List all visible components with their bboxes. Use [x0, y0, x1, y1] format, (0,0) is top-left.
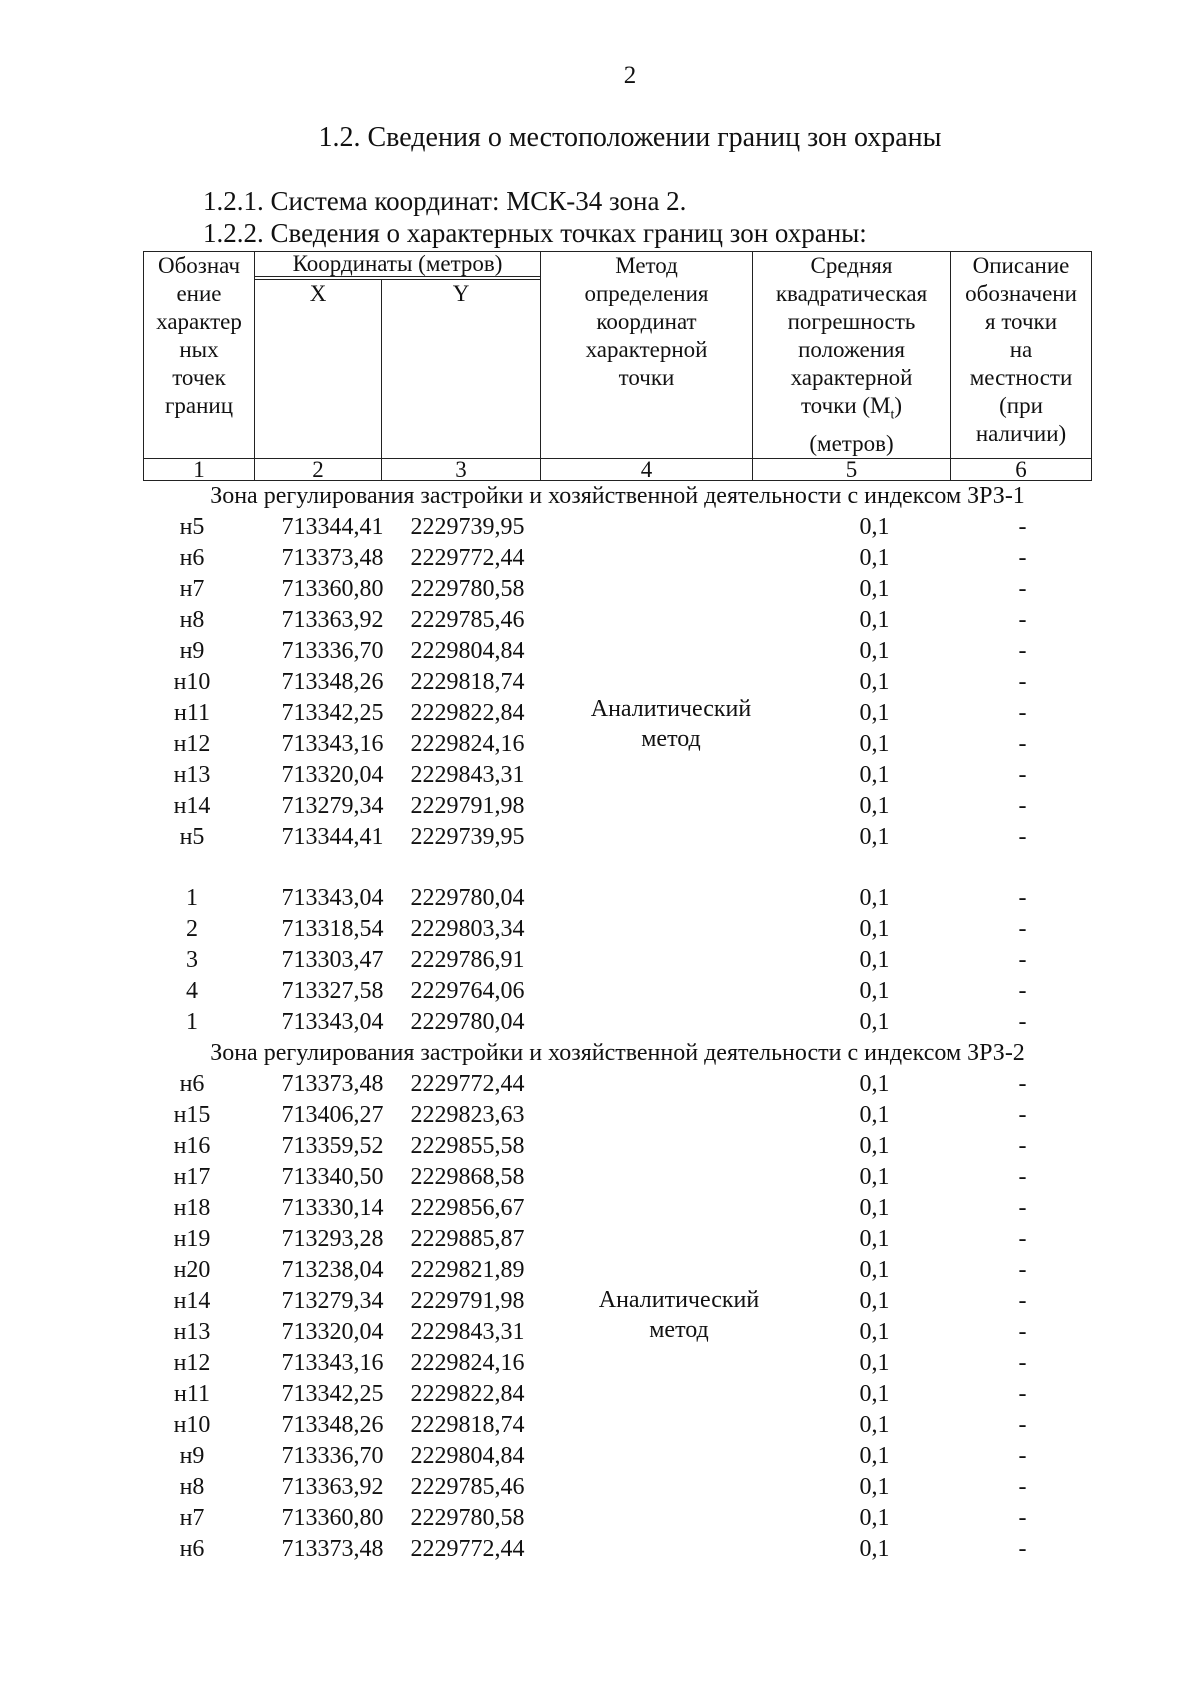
error-value: 0,1: [859, 1008, 890, 1035]
method-cell: [541, 1255, 761, 1286]
description-value: -: [1018, 977, 1027, 1004]
table-row: [144, 976, 1092, 1007]
table-row: [144, 636, 1092, 667]
error-value: 0,1: [859, 1473, 890, 1500]
method-cell: [541, 883, 761, 914]
error-value: 0,1: [859, 544, 890, 571]
y-coordinate: 2229804,84: [410, 1442, 525, 1469]
error-value: 0,1: [859, 575, 890, 602]
error-value: 0,1: [859, 1318, 890, 1345]
method-cell: [541, 1379, 761, 1410]
x-coordinate: 713343,16: [281, 730, 384, 757]
y-coordinate: 2229772,44: [410, 1535, 525, 1562]
x-coordinate: 713238,04: [281, 1256, 384, 1283]
error-value: 0,1: [859, 1163, 890, 1190]
description-value: -: [1018, 1411, 1027, 1438]
y-coordinate: 2229804,84: [410, 637, 525, 664]
page-number: 2: [623, 62, 637, 89]
description-value: -: [1018, 1504, 1027, 1531]
y-coordinate: 2229780,58: [410, 575, 525, 602]
x-coordinate: 713279,34: [281, 1287, 384, 1314]
header-line: наличии): [975, 421, 1067, 446]
point-code: н6: [179, 1070, 205, 1097]
header-line: ение: [176, 281, 222, 306]
header-designation: [144, 252, 255, 459]
point-code: н11: [174, 1380, 210, 1407]
column-number: 5: [753, 458, 951, 480]
description-value: -: [1018, 668, 1027, 695]
method-cell: [541, 512, 761, 543]
x-coordinate: 713342,25: [281, 699, 384, 726]
error-value: 0,1: [859, 699, 890, 726]
table-row: [144, 914, 1092, 945]
description-value: -: [1018, 606, 1027, 633]
header-method-lines: [543, 252, 750, 392]
y-coordinate: 2229818,74: [410, 668, 525, 695]
x-coordinate: 713343,04: [281, 1008, 384, 1035]
y-coordinate: 2229824,16: [410, 1349, 525, 1376]
table-row: [144, 667, 1092, 698]
y-coordinate: 2229791,98: [410, 1287, 525, 1314]
header-line: я точки: [984, 309, 1058, 334]
x-coordinate: 713343,16: [281, 1349, 384, 1376]
table-row: [144, 543, 1092, 574]
table-row: [144, 822, 1092, 853]
description-value: -: [1018, 575, 1027, 602]
y-coordinate: 2229772,44: [410, 544, 525, 571]
description-value: -: [1018, 1442, 1027, 1469]
y-coordinate: 2229772,44: [410, 1070, 525, 1097]
point-code: н15: [173, 1101, 211, 1128]
method-cell: [541, 605, 761, 636]
y-coordinate: 2229803,34: [410, 915, 525, 942]
error-value: 0,1: [859, 977, 890, 1004]
x-coordinate: 713343,04: [281, 884, 384, 911]
x-coordinate: 713327,58: [281, 977, 384, 1004]
y-coordinate: 2229885,87: [410, 1225, 525, 1252]
x-coordinate: 713406,27: [281, 1101, 384, 1128]
point-code: н18: [173, 1194, 211, 1221]
error-value: 0,1: [859, 1287, 890, 1314]
description-value: -: [1018, 1349, 1027, 1376]
point-code: н5: [179, 823, 205, 850]
error-value: 0,1: [859, 1504, 890, 1531]
error-value: 0,1: [859, 606, 890, 633]
header-line: Описание: [972, 253, 1070, 278]
x-coordinate: 713359,52: [281, 1132, 384, 1159]
error-value: 0,1: [859, 1194, 890, 1221]
table-row: [144, 1410, 1092, 1441]
subscript-t: t: [890, 407, 895, 423]
y-coordinate: 2229791,98: [410, 792, 525, 819]
error-value: 0,1: [859, 915, 890, 942]
x-coordinate: 713330,14: [281, 1194, 384, 1221]
table-row: [144, 1472, 1092, 1503]
point-code: н10: [173, 1411, 211, 1438]
y-coordinate: 2229785,46: [410, 1473, 525, 1500]
description-value: -: [1018, 730, 1027, 757]
header-line: характер: [156, 309, 242, 334]
table-row: [144, 605, 1092, 636]
y-coordinate: 2229856,67: [410, 1194, 525, 1221]
error-value: 0,1: [859, 1225, 890, 1252]
method-cell: [541, 1503, 761, 1534]
x-coordinate: 713336,70: [281, 637, 384, 664]
x-coordinate: 713344,41: [281, 513, 384, 540]
zone-title-row: [144, 1038, 1092, 1069]
method-cell: [541, 1441, 761, 1472]
error-value: 0,1: [859, 1411, 890, 1438]
point-code: 3: [186, 946, 198, 973]
error-value: 0,1: [859, 1070, 890, 1097]
description-value: -: [1018, 1473, 1027, 1500]
y-coordinate: 2229822,84: [410, 699, 525, 726]
column-number: 4: [541, 458, 753, 480]
spacer-row: [144, 853, 1092, 883]
error-value: 0,1: [859, 884, 890, 911]
method-cell: [541, 1410, 761, 1441]
x-coordinate: 713360,80: [281, 575, 384, 602]
error-value: 0,1: [859, 946, 890, 973]
zone2-method: [569, 1285, 789, 1345]
table-row: [144, 1162, 1092, 1193]
description-value: -: [1018, 1380, 1027, 1407]
table-row: [144, 1224, 1092, 1255]
zone-title: Зона регулирования застройки и хозяйственной деятельности с индексом ЗРЗ-2: [210, 1039, 1025, 1066]
method-line: метод: [649, 1317, 709, 1343]
method-line: Аналитический: [598, 1287, 760, 1313]
description-value: -: [1018, 1256, 1027, 1283]
header-line: квадратическая: [775, 281, 928, 306]
section-title: 1.2. Сведения о местоположении границ зон охраны: [318, 122, 942, 153]
header-coordinates-label: Координаты (метров): [255, 252, 540, 277]
method-cell: [541, 1131, 761, 1162]
point-code: н7: [179, 1504, 205, 1531]
description-value: -: [1018, 761, 1027, 788]
point-code: н12: [173, 730, 211, 757]
description-value: -: [1018, 1163, 1027, 1190]
y-coordinate: 2229785,46: [410, 606, 525, 633]
error-value: 0,1: [859, 823, 890, 850]
header-error: [753, 252, 951, 459]
description-value: -: [1018, 1008, 1027, 1035]
y-coordinate: 2229843,31: [410, 761, 525, 788]
header-coordinates: [255, 252, 541, 280]
error-value: 0,1: [859, 1101, 890, 1128]
point-code: н16: [173, 1132, 211, 1159]
point-code: н20: [173, 1256, 211, 1283]
description-value: -: [1018, 513, 1027, 540]
method-line: Аналитический: [590, 696, 752, 722]
table-header: [144, 252, 1092, 481]
table-row: [144, 1441, 1092, 1472]
table-row: [144, 1534, 1092, 1565]
table-row: [144, 1503, 1092, 1534]
y-coordinate: 2229855,58: [410, 1132, 525, 1159]
header-line: на: [1009, 337, 1033, 362]
table-row: [144, 1100, 1092, 1131]
point-code: н7: [179, 575, 205, 602]
header-line: точки $(M_t)$: [800, 393, 903, 423]
zone-title: Зона регулирования застройки и хозяйственной деятельности с индексом ЗРЗ-1: [210, 482, 1025, 509]
subsection-coordinate-system: 1.2.1. Система координат: МСК-34 зона 2.: [203, 186, 687, 216]
x-coordinate: 713320,04: [281, 761, 384, 788]
y-coordinate: 2229843,31: [410, 1318, 525, 1345]
points-table: [143, 251, 1092, 1565]
method-cell: [541, 1472, 761, 1503]
point-code: н8: [179, 606, 205, 633]
method-line: метод: [641, 726, 701, 752]
table-row: [144, 512, 1092, 543]
method-cell: [541, 1100, 761, 1131]
x-coordinate: 713363,92: [281, 1473, 384, 1500]
header-line: Средняя: [810, 253, 893, 278]
column-number: 2: [255, 458, 382, 480]
table-row: [144, 1348, 1092, 1379]
header-line: точек: [172, 365, 226, 390]
point-code: н12: [173, 1349, 211, 1376]
y-coordinate: 2229822,84: [410, 1380, 525, 1407]
zone-title-row: [144, 480, 1092, 512]
error-value: 0,1: [859, 1442, 890, 1469]
table-row: [144, 1255, 1092, 1286]
header-line: ных: [179, 337, 219, 362]
column-number: 1: [144, 458, 255, 480]
description-value: -: [1018, 823, 1027, 850]
point-code: н8: [179, 1473, 205, 1500]
point-code: н6: [179, 1535, 205, 1562]
error-value: 0,1: [859, 1256, 890, 1283]
header-error-lines: [755, 252, 948, 458]
error-value: 0,1: [859, 637, 890, 664]
column-number: 3: [382, 458, 541, 480]
error-value: 0,1: [859, 1349, 890, 1376]
header-y: Y: [382, 279, 541, 458]
header-description: [951, 252, 1092, 459]
header-designation-lines: [146, 252, 252, 420]
zone1-method: [561, 694, 781, 754]
error-value: 0,1: [859, 668, 890, 695]
method-cell: [541, 1162, 761, 1193]
point-code: н9: [179, 637, 205, 664]
error-value: 0,1: [859, 730, 890, 757]
table-row: [144, 574, 1092, 605]
header-line: определения: [584, 281, 709, 306]
point-code: 1: [186, 884, 198, 911]
point-code: н19: [173, 1225, 211, 1252]
table-body: [144, 480, 1092, 1565]
description-value: -: [1018, 1101, 1027, 1128]
point-code: н5: [179, 513, 205, 540]
y-coordinate: 2229823,63: [410, 1101, 525, 1128]
description-value: -: [1018, 1225, 1027, 1252]
method-cell: [541, 543, 761, 574]
description-value: -: [1018, 699, 1027, 726]
x-coordinate: 713320,04: [281, 1318, 384, 1345]
y-coordinate: 2229821,89: [410, 1256, 525, 1283]
y-coordinate: 2229764,06: [410, 977, 525, 1004]
subsection-characteristic-points: 1.2.2. Сведения о характерных точках границ зон охраны:: [203, 218, 867, 248]
table-row: [144, 1069, 1092, 1100]
method-cell: [541, 822, 761, 853]
method-cell: [541, 1224, 761, 1255]
description-value: -: [1018, 1194, 1027, 1221]
description-value: -: [1018, 544, 1027, 571]
x-coordinate: 713279,34: [281, 792, 384, 819]
table-row: [144, 791, 1092, 822]
table-row: [144, 760, 1092, 791]
error-value: 0,1: [859, 513, 890, 540]
method-cell: [541, 574, 761, 605]
header-line: положения: [798, 337, 905, 362]
method-cell: [541, 1348, 761, 1379]
description-value: -: [1018, 1070, 1027, 1097]
x-coordinate: 713360,80: [281, 1504, 384, 1531]
header-method: [541, 252, 753, 459]
x-coordinate: 713363,92: [281, 606, 384, 633]
x-coordinate: 713293,28: [281, 1225, 384, 1252]
point-code: н17: [173, 1163, 211, 1190]
error-value: 0,1: [859, 1380, 890, 1407]
x-coordinate: 713303,47: [281, 946, 384, 973]
method-cell: [541, 1007, 761, 1038]
header-line: характерной: [790, 365, 913, 390]
y-coordinate: 2229786,91: [410, 946, 525, 973]
x-coordinate: 713344,41: [281, 823, 384, 850]
point-code: 4: [186, 977, 198, 1004]
description-value: -: [1018, 637, 1027, 664]
method-cell: [541, 667, 761, 698]
header-x: X: [255, 279, 382, 458]
y-coordinate: 2229739,95: [410, 823, 525, 850]
description-value: -: [1018, 884, 1027, 911]
x-coordinate: 713348,26: [281, 668, 384, 695]
description-value: -: [1018, 1132, 1027, 1159]
point-code: н13: [173, 761, 211, 788]
point-code: н14: [173, 792, 211, 819]
method-cell: [541, 1534, 761, 1565]
table-row: [144, 945, 1092, 976]
y-coordinate: 2229868,58: [410, 1163, 525, 1190]
header-line: точки: [618, 365, 675, 390]
header-line: координат: [596, 309, 697, 334]
x-coordinate: 713342,25: [281, 1380, 384, 1407]
y-coordinate: 2229824,16: [410, 730, 525, 757]
error-value: 0,1: [859, 1535, 890, 1562]
point-code: н6: [179, 544, 205, 571]
method-cell: [541, 914, 761, 945]
x-coordinate: 713373,48: [281, 544, 384, 571]
header-line: Обознач: [157, 253, 241, 278]
table-row: [144, 1193, 1092, 1224]
method-cell: [541, 976, 761, 1007]
point-code: н11: [174, 699, 210, 726]
header-line: местности: [969, 365, 1073, 390]
point-code: н10: [173, 668, 211, 695]
x-coordinate: 713340,50: [281, 1163, 384, 1190]
method-cell: [541, 760, 761, 791]
header-line: Метод: [615, 253, 678, 278]
table-row: [144, 883, 1092, 914]
point-code: 1: [186, 1008, 198, 1035]
y-coordinate: 2229780,04: [410, 1008, 525, 1035]
description-value: -: [1018, 792, 1027, 819]
x-coordinate: 713373,48: [281, 1070, 384, 1097]
y-coordinate: 2229818,74: [410, 1411, 525, 1438]
description-value: -: [1018, 946, 1027, 973]
header-line: погрешность: [787, 309, 916, 334]
header-line: обозначени: [965, 281, 1077, 306]
spacer-cell: [144, 853, 1092, 883]
table-row: [144, 1379, 1092, 1410]
description-value: -: [1018, 915, 1027, 942]
description-value: -: [1018, 1287, 1027, 1314]
method-cell: [541, 791, 761, 822]
y-coordinate: 2229780,58: [410, 1504, 525, 1531]
header-line: характерной: [585, 337, 708, 362]
y-coordinate: 2229780,04: [410, 884, 525, 911]
error-value: 0,1: [859, 761, 890, 788]
point-code: 2: [186, 915, 198, 942]
x-coordinate: 713373,48: [281, 1535, 384, 1562]
description-value: -: [1018, 1318, 1027, 1345]
table-row: [144, 1007, 1092, 1038]
point-code: н13: [173, 1318, 211, 1345]
header-line: (при: [999, 393, 1043, 418]
header-line: границ: [164, 393, 234, 418]
point-code: н9: [179, 1442, 205, 1469]
header-description-lines: [953, 252, 1089, 448]
x-coordinate: 713336,70: [281, 1442, 384, 1469]
method-cell: [541, 636, 761, 667]
error-value: 0,1: [859, 1132, 890, 1159]
point-code: н14: [173, 1287, 211, 1314]
method-cell: [541, 1193, 761, 1224]
header-line: (метров): [809, 430, 894, 456]
y-coordinate: 2229739,95: [410, 513, 525, 540]
method-cell: [541, 1069, 761, 1100]
method-cell: [541, 945, 761, 976]
description-value: -: [1018, 1535, 1027, 1562]
column-number: 6: [951, 458, 1092, 480]
table-row: [144, 1131, 1092, 1162]
error-value: 0,1: [859, 792, 890, 819]
x-coordinate: 713348,26: [281, 1411, 384, 1438]
x-coordinate: 713318,54: [281, 915, 384, 942]
